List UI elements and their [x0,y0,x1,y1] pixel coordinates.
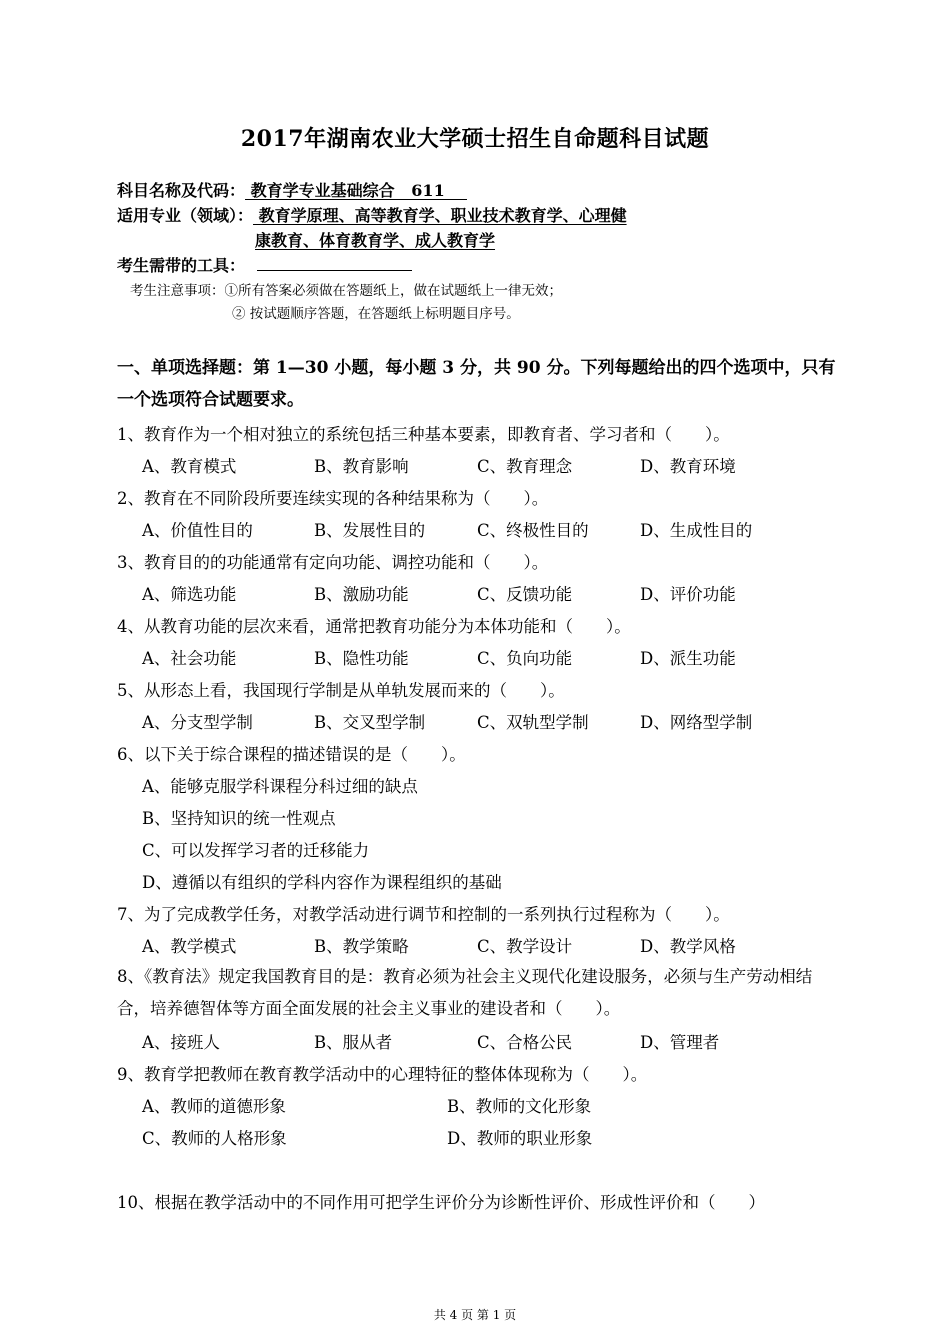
option-c: C、合格公民 [477,1033,573,1052]
option-a: A、价值性目的 [142,521,253,540]
page-footer: 共 4 页 第 1 页 [433,1308,517,1322]
majors-row-2 [255,228,495,251]
option-a: A、筛选功能 [142,585,237,604]
question-1: 1、教育作为一个相对独立的系统包括三种基本要素，即教育者、学习者和（ ）。 [117,425,730,444]
option-d: D、教学风格 [640,937,736,956]
tools-row [117,253,412,276]
option-b: B、教育影响 [314,457,409,476]
question-8: 8、《教育法》规定我国教育目的是：教育必须为社会主义现代化建设服务，必须与生产劳动相结合，培养德智体等方面全面发展的社会主义事业的建设者和（ ）。 [117,967,813,1018]
exam-title: 2017年湖南农业大学硕士招生自命题科目试题 [240,126,710,152]
option-d: D、管理者 [640,1033,720,1052]
question-3-options [142,581,842,605]
question-3: 3、教育目的的功能通常有定向功能、调控功能和（ ）。 [117,553,549,572]
option-d: D、评价功能 [640,585,736,604]
majors-line1: 教育学原理、高等教育学、职业技术教育学、心理健 [253,206,627,225]
option-c: C、教学设计 [477,937,573,956]
option-b: B、教师的文化形象 [447,1097,592,1116]
majors-line2: 康教育、体育教育学、成人教育学 [255,231,496,250]
question-5-options [142,709,842,733]
subject-row [117,178,467,201]
option-d: D、教师的职业形象 [447,1129,593,1148]
option-a: A、分支型学制 [142,713,253,732]
option-c: C、教育理念 [477,457,573,476]
question-2-options [142,517,842,541]
question-4-options [142,645,842,669]
option-a: A、接班人 [142,1033,220,1052]
option-d: D、遵循以有组织的学科内容作为课程组织的基础 [142,873,502,892]
subject-value: 教育学专业基础综合 611 [245,181,467,200]
option-b: B、教学策略 [314,937,409,956]
option-a: A、社会功能 [142,649,237,668]
question-9: 9、教育学把教师在教育教学活动中的心理特征的整体体现称为（ ）。 [117,1065,648,1084]
question-8-options [142,1029,842,1053]
option-d: D、生成性目的 [640,521,753,540]
question-9-options-row-2 [142,1125,842,1149]
option-d: D、教育环境 [640,457,736,476]
option-a: A、教育模式 [142,457,237,476]
question-6: 6、以下关于综合课程的描述错误的是（ ）。 [117,745,466,764]
option-d: D、网络型学制 [640,713,753,732]
option-b: B、服从者 [314,1033,393,1052]
option-c: C、反馈功能 [477,585,573,604]
tools-label: 考生需带的工具： [117,256,246,275]
subject-label: 科目名称及代码： [117,181,246,200]
option-a: A、能够克服学科课程分科过细的缺点 [142,777,418,796]
option-b: B、坚持知识的统一性观点 [142,809,336,828]
notice-line-2: ② 按试题顺序答题，在答题纸上标明题目序号。 [232,306,520,322]
option-c: C、教师的人格形象 [142,1129,287,1148]
option-a: A、教学模式 [142,937,237,956]
option-a: A、教师的道德形象 [142,1097,286,1116]
question-7: 7、为了完成教学任务，对教学活动进行调节和控制的一系列执行过程称为（ ）。 [117,905,730,924]
question-2: 2、教育在不同阶段所要连续实现的各种结果称为（ ）。 [117,489,549,508]
question-9-options-row-1 [142,1093,842,1117]
majors-label: 适用专业（领域）： [117,206,254,225]
tools-blank [257,255,412,271]
option-b: B、激励功能 [314,585,409,604]
notice-line-1: 考生注意事项：①所有答案必须做在答题纸上，做在试题纸上一律无效； [130,283,562,299]
question-7-options [142,933,842,957]
question-4: 4、从教育功能的层次来看，通常把教育功能分为本体功能和（ ）。 [117,617,631,636]
option-d: D、派生功能 [640,649,736,668]
section-1-heading: 一、单项选择题：第 1—30 小题，每小题 3 分，共 90 分。下列每题给出的四个选项中，只有一个选项符合试题要求。 [117,358,836,410]
option-b: B、发展性目的 [314,521,426,540]
option-c: C、终极性目的 [477,521,589,540]
question-5: 5、从形态上看，我国现行学制是从单轨发展而来的（ ）。 [117,681,565,700]
option-c: C、负向功能 [477,649,573,668]
option-c: C、双轨型学制 [477,713,589,732]
option-b: B、隐性功能 [314,649,409,668]
question-1-options [142,453,842,477]
option-c: C、可以发挥学习者的迁移能力 [142,841,370,860]
question-10: 10、根据在教学活动中的不同作用可把学生评价分为诊断性评价、形成性评价和（ ） [117,1193,765,1212]
option-b: B、交叉型学制 [314,713,426,732]
majors-row [117,203,627,226]
